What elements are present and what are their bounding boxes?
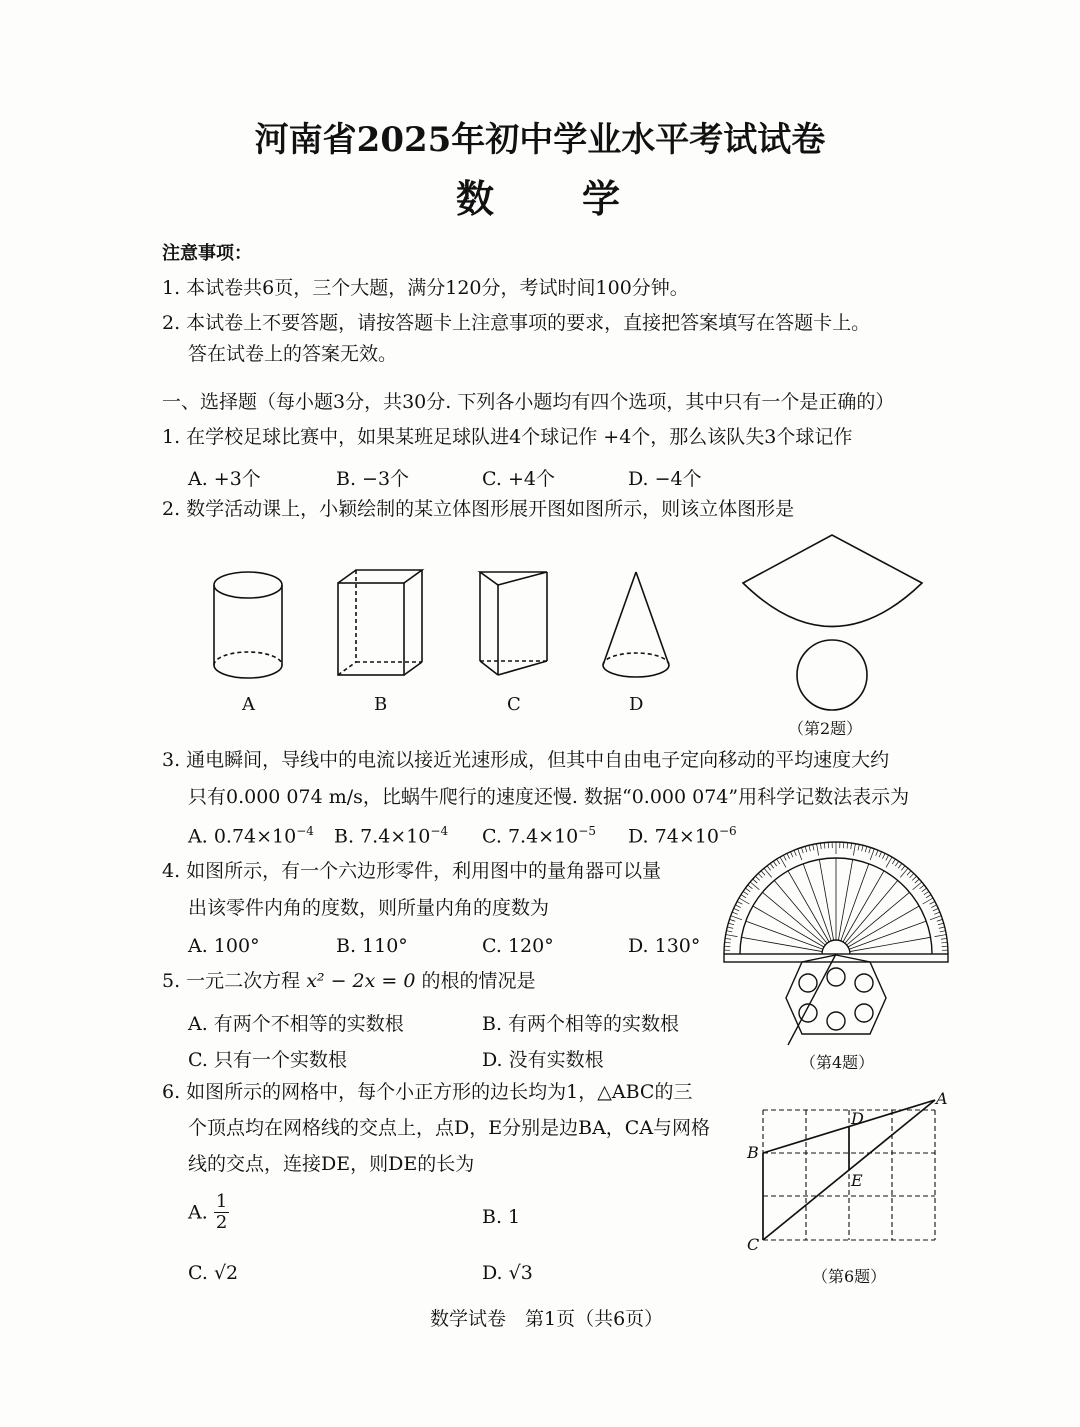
protractor-hexagon-figure bbox=[718, 820, 958, 1050]
q3-option-b: B. $7.4\times 10^{-4}$ bbox=[334, 824, 449, 848]
notice-item-2: 2. 本试卷上不要答题，请按答题卡上注意事项的要求，直接把答案填写在答题卡上。 bbox=[162, 312, 871, 334]
notice-item-1: 1. 本试卷共6页，三个大题，满分120分，考试时间100分钟。 bbox=[162, 277, 689, 299]
q3-option-a: A. $0.74\times 10^{-4}$ bbox=[188, 824, 314, 848]
point-b-label: B bbox=[747, 1143, 759, 1162]
q2-caption: （第2题） bbox=[788, 719, 863, 738]
q4-option-c: C. 120° bbox=[482, 935, 554, 957]
page-footer: 数学试卷 第1页（共6页） bbox=[430, 1308, 664, 1330]
q4-option-d: D. 130° bbox=[628, 935, 701, 957]
q1-stem: 1. 在学校足球比赛中，如果某班足球队进4个球记作 +4个，那么该队失3个球记作 bbox=[162, 426, 853, 448]
q6-caption: （第6题） bbox=[812, 1267, 887, 1286]
q4-option-b: B. 110° bbox=[336, 935, 408, 957]
q4-stem-1: 4. 如图所示，有一个六边形零件，利用图中的量角器可以量 bbox=[162, 860, 662, 882]
q6-grid-figure bbox=[745, 1089, 948, 1254]
q4-stem-2: 出该零件内角的度数，则所量内角的度数为 bbox=[188, 897, 550, 919]
q2-label-d: D bbox=[629, 694, 644, 715]
q1-option-b: B. −3个 bbox=[336, 468, 410, 490]
q3-option-c: C. $7.4\times 10^{-5}$ bbox=[482, 824, 596, 848]
q1-option-a: A. +3个 bbox=[188, 468, 261, 490]
q4-option-a: A. 100° bbox=[188, 935, 260, 957]
q5-option-c: C. 只有一个实数根 bbox=[188, 1049, 347, 1071]
q5-option-d: D. 没有实数根 bbox=[482, 1049, 604, 1071]
subject-title: 数 学 bbox=[455, 176, 624, 221]
q5-option-b: B. 有两个相等的实数根 bbox=[482, 1013, 680, 1035]
q2-label-c: C bbox=[507, 694, 521, 715]
point-c-label: C bbox=[747, 1235, 760, 1254]
q4-caption: （第4题） bbox=[800, 1053, 875, 1072]
q2-label-a: A bbox=[242, 694, 255, 715]
q6-stem-3: 线的交点，连接DE，则DE的长为 bbox=[188, 1153, 475, 1175]
q6-option-d: D. √3 bbox=[482, 1262, 533, 1284]
cone-net-sector bbox=[0, 535, 1080, 735]
q1-option-d: D. −4个 bbox=[628, 468, 702, 490]
q3-stem-2: 只有0.000 074 m/s，比蜗牛爬行的速度还慢. 数据“0.000 074”用科学记数法表示为 bbox=[188, 786, 910, 808]
point-d-label: D bbox=[851, 1109, 864, 1128]
q5-stem: 5. 一元二次方程 x² − 2x = 0 的根的情况是 bbox=[162, 970, 536, 992]
q6-stem-1: 6. 如图所示的网格中，每个小正方形的边长均为1，△ABC的三 bbox=[162, 1081, 693, 1103]
q3-stem-1: 3. 通电瞬间，导线中的电流以接近光速形成，但其中自由电子定向移动的平均速度大约 bbox=[162, 749, 890, 771]
q6-option-b: B. 1 bbox=[482, 1206, 521, 1228]
point-a-label: A bbox=[936, 1089, 948, 1108]
q6-fraction: $\frac{1}{2}$ bbox=[215, 1191, 228, 1233]
q5-option-a: A. 有两个不相等的实数根 bbox=[188, 1013, 404, 1035]
notice-heading: 注意事项： bbox=[162, 243, 252, 264]
q6-stem-2: 个顶点均在网格线的交点上，点D，E分别是边BA，CA与网格 bbox=[188, 1117, 711, 1139]
q3-option-d: D. $74\times 10^{-6}$ bbox=[628, 824, 737, 848]
notice-item-2-cont: 答在试卷上的答案无效。 bbox=[188, 343, 398, 365]
q6-option-c: C. √2 bbox=[188, 1262, 239, 1284]
q6-option-a: A. $\frac{1}{2}$ bbox=[188, 1191, 228, 1233]
q5-equation: x² − 2x = 0 bbox=[306, 970, 416, 992]
point-e-label: E bbox=[851, 1171, 863, 1190]
q1-option-c: C. +4个 bbox=[482, 468, 555, 490]
section-1-heading: 一、选择题（每小题3分，共30分. 下列各小题均有四个选项，其中只有一个是正确的） bbox=[162, 391, 895, 413]
q2-label-b: B bbox=[374, 694, 388, 715]
exam-title: 河南省2025年初中学业水平考试试卷 bbox=[254, 120, 826, 160]
q2-stem: 2. 数学活动课上，小颖绘制的某立体图形展开图如图所示，则该立体图形是 bbox=[162, 498, 795, 520]
